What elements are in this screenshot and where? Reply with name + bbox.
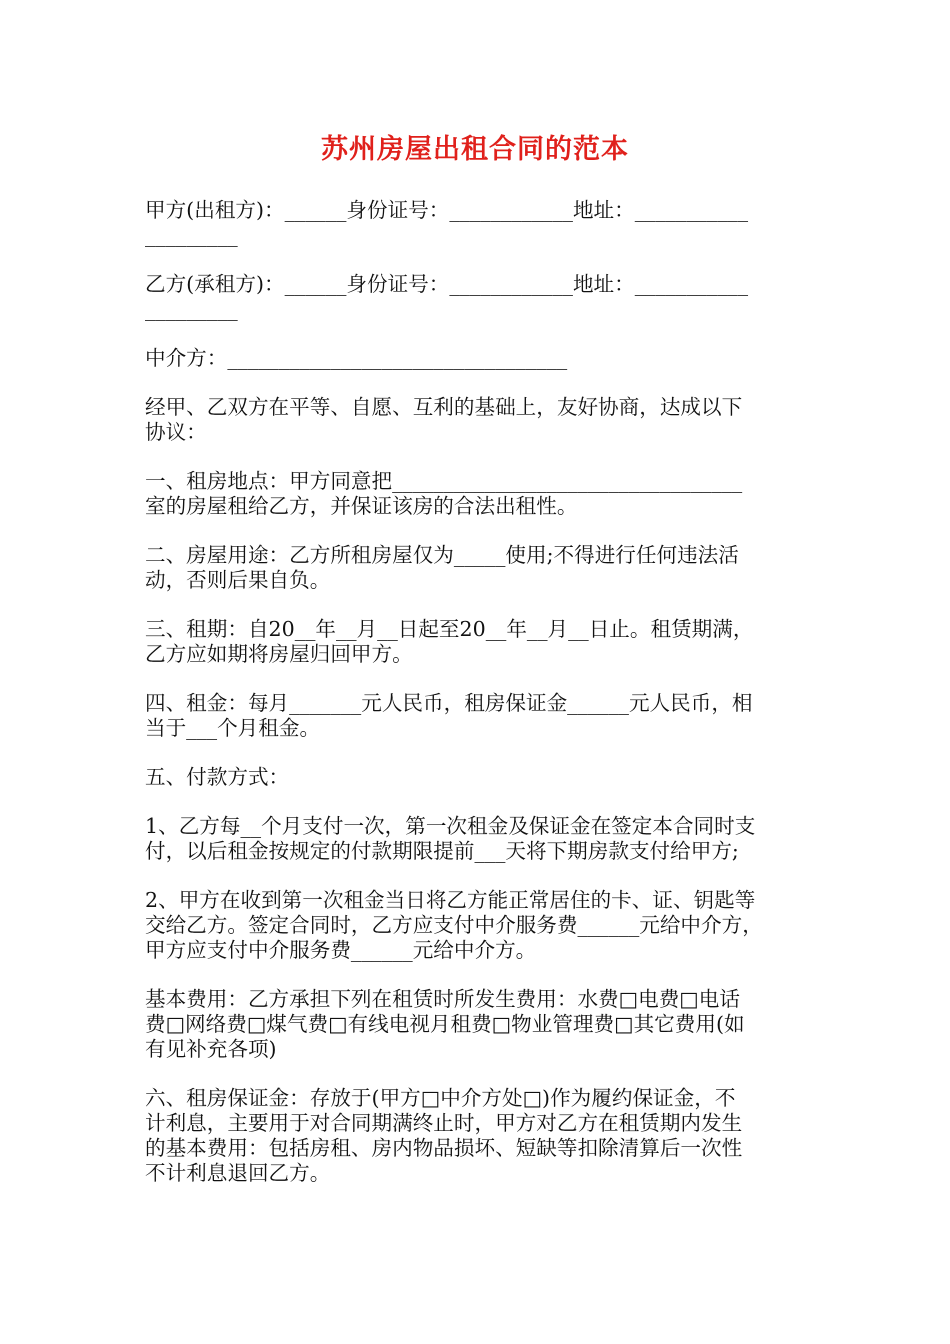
document-title: 苏州房屋出租合同的范本	[321, 134, 629, 165]
agent-line: 中介方：_________________________________	[145, 346, 568, 370]
basic-fees-paragraph: 基本费用：乙方承担下列在租赁时所发生费用：水费□电费□电话 费□网络费□煤气费□有线电视月租费□物业管理费□其它费用(如 有见补充各项)	[145, 987, 745, 1061]
preamble-paragraph: 经甲、乙双方在平等、自愿、互利的基础上，友好协商，达成以下 协议：	[145, 395, 743, 444]
payment-item-1: 1、乙方每__个月支付一次，第一次租金及保证金在签定本合同时支 付，以后租金按规定的付款期限提前___天将下期房款支付给甲方;	[145, 814, 756, 863]
clause-rent: 四、租金：每月_______元人民币，租房保证金______元人民币，相 当于___个月租金。	[145, 691, 753, 740]
clause-deposit: 六、租房保证金：存放于(甲方□中介方处□)作为履约保证金，不 计利息，主要用于对合同期满终止时，甲方对乙方在租赁期内发生 的基本费用：包括房租、房内物品损坏、短缺等扣除清算后一次性 不计利息退回乙方。	[145, 1086, 743, 1185]
clause-term: 三、租期：自20__年__月__日起至20__年__月__日止。租赁期满， 乙方应如期将房屋归回甲方。	[145, 617, 754, 666]
clause-location: 一、租房地点：甲方同意把__________________________________ 室的房屋租给乙方，并保证该房的合法出租性。	[145, 469, 743, 518]
clause-payment-heading: 五、付款方式：	[145, 765, 290, 789]
payment-item-2: 2、甲方在收到第一次租金当日将乙方能正常居住的卡、证、钥匙等 交给乙方。签定合同时，乙方应支付中介服务费______元给中介方， 甲方应支付中介服务费______元给中介方。	[145, 888, 763, 962]
party-a-line: 甲方(出租方)：______身份证号：____________地址：___________ _________	[145, 198, 748, 247]
clause-usage: 二、房屋用途：乙方所租房屋仅为_____使用;不得进行任何违法活 动，否则后果自负。	[145, 543, 739, 592]
party-b-line: 乙方(承租方)：______身份证号：____________地址：___________ _________	[145, 272, 748, 321]
document-body	[145, 198, 813, 1210]
